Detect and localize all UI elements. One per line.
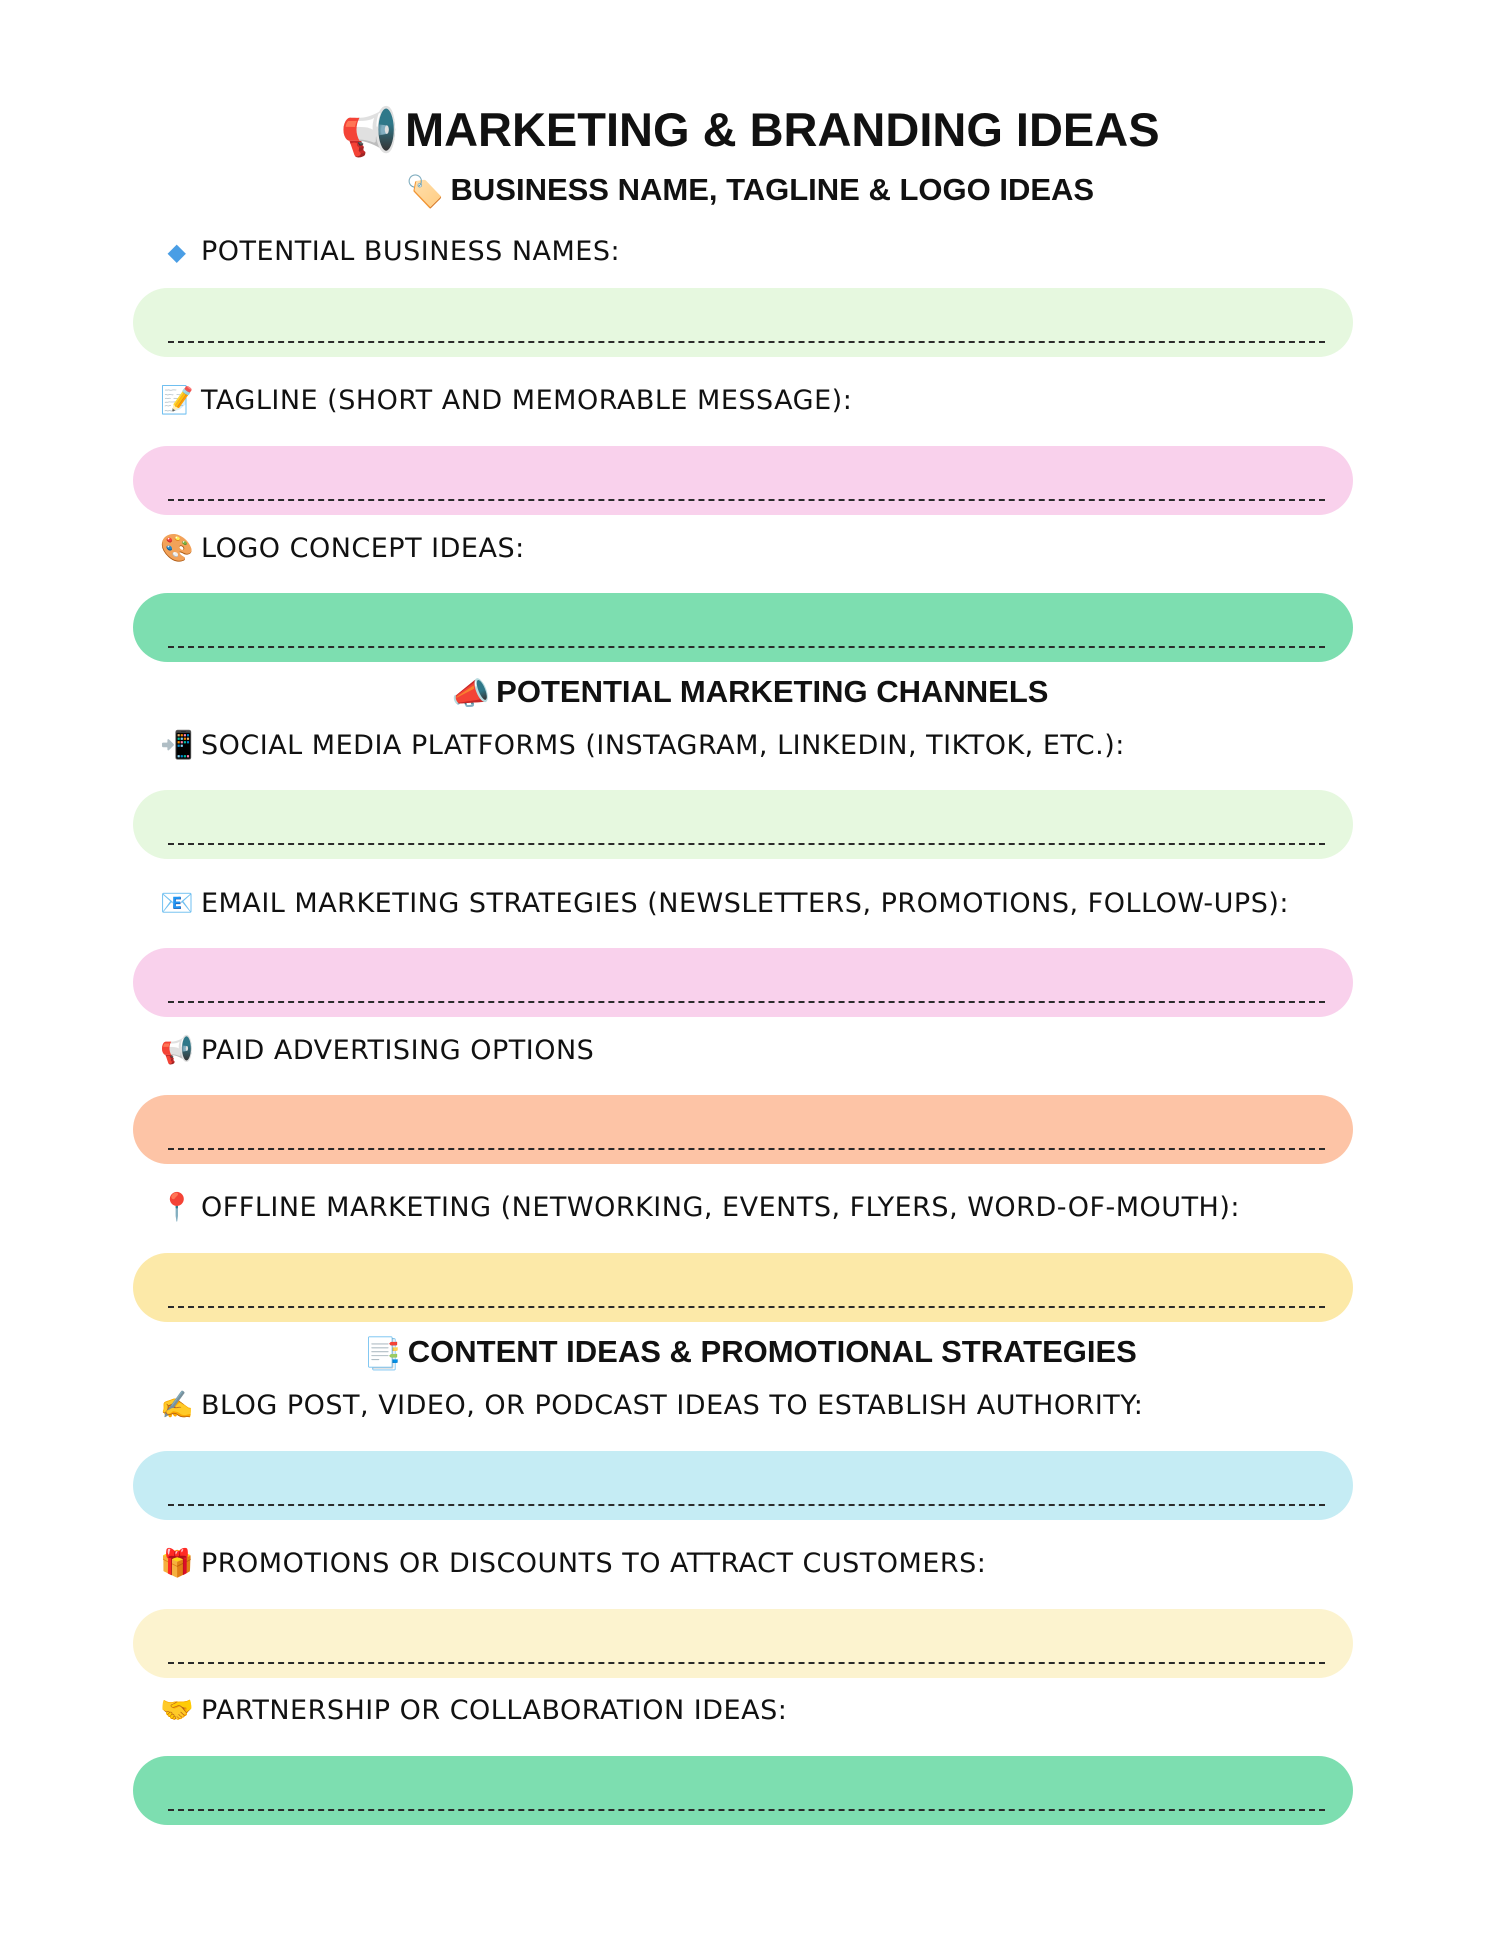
prompt-content-ideas: ✍️ BLOG POST, VIDEO, OR PODCAST IDEAS TO ESTABLISH AUTHORITY: <box>157 1388 1407 1424</box>
section-title-content-ideas: 📑 CONTENT IDEAS & PROMOTIONAL STRATEGIES <box>0 1332 1500 1374</box>
answer-field-email-marketing[interactable] <box>133 948 1353 1017</box>
prompt-partnerships: 🤝 PARTNERSHIP OR COLLABORATION IDEAS: <box>157 1693 1407 1729</box>
answer-field-logo-concepts[interactable] <box>133 593 1353 662</box>
answer-field-social-media[interactable] <box>133 790 1353 859</box>
blue-diamond-icon: ◆ <box>167 238 187 266</box>
label-tag-icon: 🏷️ <box>405 174 445 209</box>
answer-field-paid-advertising[interactable] <box>133 1095 1353 1164</box>
answer-field-offline-marketing[interactable] <box>133 1253 1353 1322</box>
prompt-promotions: 🎁 PROMOTIONS OR DISCOUNTS TO ATTRACT CUSTOMERS: <box>157 1546 1407 1582</box>
answer-field-business-names[interactable] <box>133 288 1353 357</box>
prompt-social-media: 📲 SOCIAL MEDIA PLATFORMS (INSTAGRAM, LINKEDIN, TIKTOK, ETC.): <box>157 728 1407 764</box>
pushpin-icon: 📍 <box>159 1192 195 1223</box>
prompt-paid-advertising: 📢 PAID ADVERTISING OPTIONS <box>157 1033 1407 1069</box>
section-title-marketing-channels: 📣 POTENTIAL MARKETING CHANNELS <box>0 672 1500 714</box>
answer-field-partnerships[interactable] <box>133 1756 1353 1825</box>
prompt-business-names: ◆ POTENTIAL BUSINESS NAMES: <box>157 234 1407 270</box>
prompt-tagline: 📝 TAGLINE (SHORT AND MEMORABLE MESSAGE): <box>157 383 1407 419</box>
document-icon: 📑 <box>363 1336 402 1371</box>
memo-pencil-icon: 📝 <box>159 385 195 416</box>
mobile-phone-arrow-icon: 📲 <box>159 730 195 761</box>
loudspeaker-icon: 📢 <box>159 1035 195 1066</box>
gift-icon: 🎁 <box>159 1548 195 1579</box>
palette-icon: 🎨 <box>159 533 195 564</box>
answer-field-promotions[interactable] <box>133 1609 1353 1678</box>
prompt-offline-marketing: 📍 OFFLINE MARKETING (NETWORKING, EVENTS, FLYERS, WORD-OF-MOUTH): <box>157 1190 1407 1226</box>
megaphone-icon: 📢 <box>340 105 399 158</box>
writing-hand-icon: ✍️ <box>159 1390 195 1421</box>
prompt-email-marketing: 📧 EMAIL MARKETING STRATEGIES (NEWSLETTERS, PROMOTIONS, FOLLOW-UPS): <box>157 886 1407 922</box>
section-title-branding: 🏷️ BUSINESS NAME, TAGLINE & LOGO IDEAS <box>0 170 1500 212</box>
envelope-icon: 📧 <box>159 888 195 919</box>
answer-field-tagline[interactable] <box>133 446 1353 515</box>
page-title: 📢 MARKETING & BRANDING IDEAS <box>340 103 1160 158</box>
megaphone-icon: 📣 <box>451 676 491 711</box>
prompt-logo-concepts: 🎨 LOGO CONCEPT IDEAS: <box>157 531 1407 567</box>
answer-field-content-ideas[interactable] <box>133 1451 1353 1520</box>
handshake-icon: 🤝 <box>159 1695 195 1726</box>
